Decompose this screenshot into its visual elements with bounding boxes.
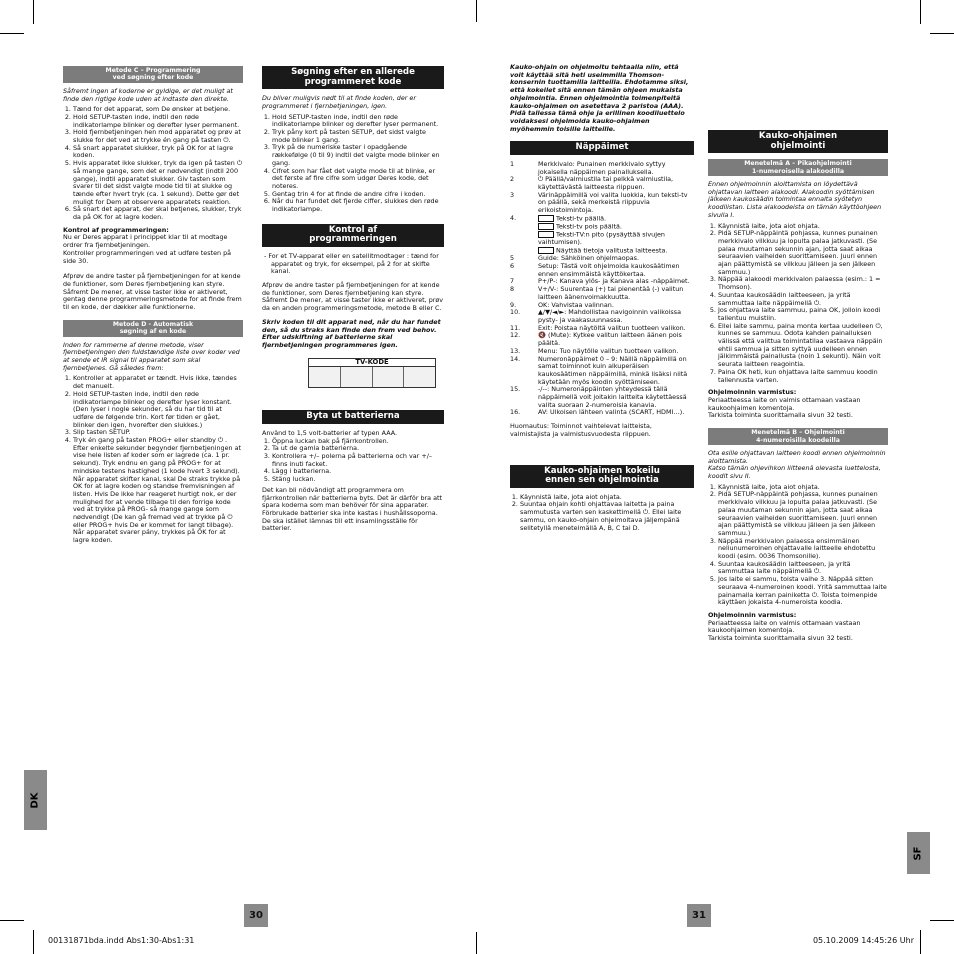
control-text: Nu er Deres apparat i princippet klar til at modtage ordrer fra fjernbetjeningen. Kontroller programmeringen ved at udføre testen på side 30. xyxy=(63,233,232,265)
list-item: 3. Tryk på de numeriske taster i opadgående rækkefølge (0 til 9) indtil det valgte mode blinker en gang. xyxy=(272,144,444,167)
list-item: 6. Ellei laite sammu, paina monta kertaa uudelleen ⏻, kunnes se sammuu. Odota kahden painalluksen välissä että valittua toimintatilaa vastaava näppäin ehtii sammua ja sitten syttyä uudelleen ennen jälkimmäistä painallusta (noin 1 sekunti). Näin voit seurata laitteen reagointia. xyxy=(718,323,888,369)
check-text: Periaatteessa laite on valmis ottamaan vastaan kaukoohjaimen komentoja. Tarkista toiminta suorittamalla sivun 32 testi. xyxy=(708,395,861,420)
battery-steps xyxy=(262,438,444,484)
key-desc: Teksti-tv päällä. xyxy=(556,214,607,223)
code-digit-cell[interactable] xyxy=(373,367,405,387)
key-row xyxy=(510,356,694,387)
section-header-programming: Kauko-ohjaimen ohjelmointi xyxy=(708,130,888,153)
method-a-steps xyxy=(708,223,888,385)
key-number: 5 xyxy=(510,254,515,263)
section-header-test: Kauko-ohjaimen kokeilu ennen sen ohjelmointia xyxy=(510,465,694,488)
list-item: 5. Gentag trin 4 for at finde de andre cifre i koden. xyxy=(272,191,444,199)
intro-text: Kauko-ohjain on ohjelmoitu tehtaalla niin, että voit käyttää sitä heti useimmilla Thomson-konsernin tuottamilla laitteilla. Ehdotamme siksi, että kokeilet sitä ennen tämän ohjeen mukaista ohjelmointia. Ennen ohjelmointia toimenpiteitä kauko-ohjaimen on asetettava 2 paristoa (AAA). Pidä tallessa tämä ohje ja erillinen koodiluettelo voidaksesi ohjelmoida kauko-ohjaimen myöhemmin toisille laitteille. xyxy=(510,63,689,133)
list-item: 2. Tryk påny kort på tasten SETUP, det sidst valgte mode blinker 1 gang. xyxy=(272,129,444,144)
list-item: 6. Når du har fundet det fjerde ciffer, slukkes den røde indikatorlampe. xyxy=(272,198,444,213)
section-header-method-c: Metode C – Programmering ved søgning efter kode xyxy=(63,66,243,83)
key-desc: Näyttää tietoja valitusta laitteesta. xyxy=(556,246,668,255)
intro-text: Du bliver muligvis nødt til at finde koden, der er programmeret i fjernbetjeningen, igen. xyxy=(262,94,416,110)
key-row xyxy=(510,332,694,347)
key-number: 12. xyxy=(510,331,521,340)
list-item: - For et TV-apparat eller en satellitmodtager : tænd for apparatet og tryk, for eksempel, på 2 for at skifte kanal. xyxy=(271,253,444,276)
list-item: 2. Suuntaa ohjain kohti ohjattavaa laitetta ja paina sammutusta varten sen kaskettimellä ⏻. Ellei laite sammu, on kauko-ohjain ohjelmoitava jäljempänä selitetyllä menetelmällä A, B, C tai D. xyxy=(520,501,694,532)
key-desc: OK: Vahvistaa valinnan. xyxy=(538,300,614,309)
section-header-keys: Näppäimet xyxy=(510,141,694,155)
key-number xyxy=(510,247,538,255)
key-desc: Menu: Tuo näytölle valitun tuotteen valikon. xyxy=(538,346,679,355)
list-item: 4. Suuntaa kaukosäädin laitteeseen, ja yritä sammuttaa laite näppäimellä ⏻. xyxy=(718,561,888,576)
key-list xyxy=(510,161,694,417)
key-desc: Merkkivalo: Punainen merkkivalo syttyy jokaisella näppäimen painalluksella. xyxy=(538,159,666,176)
list-item: 3. Näppää merkkivalon palaessa ensimmäinen neliunumeroinen ohjattavalle laitteelle ehdotettu koodi (esim. 0036 Thomsonille). xyxy=(718,538,888,561)
column-1 xyxy=(63,66,243,548)
list-item: 4. Suuntaa kaukosäädin laitteeseen, ja yritä sammuttaa laite näppäimellä ⏻. xyxy=(718,292,888,307)
intro-text-2: Inden for rammerne af denne metode, viser fjernbetjeningen den fuldstændige liste over koder ved at sende et IR signal til apparatet som skal fjernbetjenes. Gå således frem: xyxy=(63,340,240,372)
key-row xyxy=(510,161,694,176)
key-number: 14. xyxy=(510,354,521,363)
center-mark xyxy=(476,0,477,22)
list-item: 3. Hold fjernbetjeningen hen mod apparatet og prøv at slukke for det ved at trykke én gang på tasten ⏻. xyxy=(73,129,243,144)
section-header-control: Kontrol af programmeringen xyxy=(262,224,444,247)
key-desc: ▲/▼/◄/►: Mahdollistaa navigoinnin valikoissa pysty- ja vaakasuunnassa. xyxy=(538,308,681,324)
section-header-search-code: Søgning efter en allerede programmeret kode xyxy=(262,66,444,89)
list-item: 3. Slip tasten SETUP. xyxy=(73,429,243,437)
key-desc: Exit: Poistaa näytöltä valitun tuotteen valikon. xyxy=(538,323,686,332)
list-item: 2. Pidä SETUP-näppäintä pohjassa, kunnes punainen merkkivalo vilkkuu ja lopulta palaa jatkuvasti. (Se palaa muutaman sekunnin ajan, jotta saat aikaa seuraavien vaiheiden suorittamiseen. Juuri ennen ajan päättymistä se vilkkuu jälleen ja sen jälkeen sammuu.) xyxy=(718,491,888,537)
list-item: 4. Cifret som har fået det valgte mode til at blinke, er det første af fire cifre som udgør Deres kode, det noteres. xyxy=(272,168,444,191)
page-number-right: 31 xyxy=(687,904,711,927)
key-row xyxy=(510,286,694,301)
check-title: Ohjelmoinnin varmistus: xyxy=(708,388,797,397)
language-tab-dk: DK xyxy=(24,770,47,830)
key-number xyxy=(510,231,538,247)
section-header-method-a: Menetelmä A – Pikaohjelmointi 1-numeroisella alakoodilla xyxy=(708,159,888,176)
list-item: 2. Hold SETUP-tasten inde, indtil den røde indikatorlampe blinker og derefter lyser konstant. (Den lyser i nogle sekunder, så du har tid til at udføre de følgende trin. Kort før tiden er gået, blinker den igen, hvorefter den slukkes.) xyxy=(73,391,243,430)
teletext-on-icon xyxy=(538,215,554,222)
list-item: 2. Hold SETUP-tasten inde, indtil den røde indikatorlampe blinker og derefter lyser permanent. xyxy=(73,114,243,129)
crop-mark xyxy=(920,0,921,24)
code-digit-cell[interactable] xyxy=(341,367,373,387)
tv-code-label: TV-KODE xyxy=(309,359,435,368)
list-item: 7. Paina OK heti, kun ohjattava laite sammuu koodin tallennusta varten. xyxy=(718,369,888,384)
control-text: Afprøv de andre taster på fjernbetjeningen for at kende de funktioner, som Deres fjernbetjening kan styre. Såfremt De mener, at visse taster ikke er aktiveret, prøv da en anden programmeringsmetode, metode B eller C. xyxy=(262,281,444,313)
list-item: 1. Kontroller at apparatet er tændt. Hvis ikke, tændes det manuelt. xyxy=(73,375,243,390)
list-item: 1. Käynnistä laite, jota aiot ohjata. xyxy=(520,494,694,502)
list-item: 1. Käynnistä laite, jota aiot ohjata. xyxy=(718,223,888,231)
intro-text: Ennen ohjelmoinnin aloittamista on löydettävä ohjattavan laitteen alakoodi. Alakoodin syöttämisen jälkeen kaukosäädin toimintaa ennalta syötetyn koodilistan. Lista alakoodeista on tämän käyttöohjeen sivulla I. xyxy=(708,180,882,219)
key-number: 1 xyxy=(510,159,515,168)
intro-text-2: Ota esille ohjattavan laitteen koodi ennen ohjelmoinnin aloittamista. Katso tämän ohjevihkon liitteenä olevasta luettelosta, koodit sivu II. xyxy=(708,448,886,481)
check-title: Ohjelmoinnin varmistus: xyxy=(708,610,797,619)
list-item: 3. Näppää alakoodi merkkivalon palaessa (esim.: 1 = Thomson). xyxy=(718,276,888,291)
key-desc: V+/V-: Suurentaa (+) tai pienentää (-) valitun laitteen äänenvoimakkuutta. xyxy=(538,285,684,301)
key-row xyxy=(510,176,694,191)
list-item: 5. Jos laite ei sammu, toista vaihe 3. Näppää sitten seuraava 4-numeroinen koodi. Yritä sammuttaa laite painamalla kerran painiketta ⏻. Toista toimenpide käyttäen jokaista 4-numeroista koodia. xyxy=(718,576,888,607)
key-desc: AV: Ulkoisen lähteen valinta (SCART, HDMI…). xyxy=(538,408,685,417)
key-number: 4. xyxy=(510,213,517,222)
list-item: 5. Jos ohjattava laite sammuu, paina OK, jolloin koodi tallentuu muistiin. xyxy=(718,307,888,322)
footer-timestamp: 05.10.2009 14:45:26 Uhr xyxy=(812,936,914,945)
tv-code-cells xyxy=(309,367,435,387)
section-header-method-d: Metode D - Automatisk søgning af en kode xyxy=(63,320,243,337)
column-2 xyxy=(262,66,444,536)
key-number: 7 xyxy=(510,277,515,286)
list-item: 5. Stäng luckan. xyxy=(272,476,444,484)
key-desc: P+/P-: Kanava ylös- ja Kanava alas -näppäimet. xyxy=(538,277,690,286)
teletext-off-icon xyxy=(538,223,554,230)
key-number: 2 xyxy=(510,175,515,184)
crop-mark xyxy=(930,33,954,34)
list-item: 1. Käynnistä laite, jota aiot ohjata. xyxy=(718,484,888,492)
crop-mark xyxy=(920,930,921,954)
column-3 xyxy=(510,64,694,535)
search-steps xyxy=(262,114,444,214)
control-title: Kontrol af programmeringen: xyxy=(63,225,169,234)
key-number: 11. xyxy=(510,323,521,332)
key-desc: Teksti-tv pois päältä. xyxy=(556,222,622,231)
key-desc: Teksti-TV:n pito (pysäyttää sivujen vaihtumisen). xyxy=(538,230,665,247)
list-item: 5. Hvis apparatet ikke slukker, tryk da igen på tasten ⏻ så mange gange, som det er nødvendigt (indtil 200 gange), indtil apparatet slukker. Giv tasten som svarer til det sidst valgte mode tid til at slukke og tænde efter hvert tryk (ca. 1 sekund). Dette gør det muligt for Dem at observere apparatets reaktion. xyxy=(73,160,243,206)
method-c-steps xyxy=(63,106,243,222)
key-desc: Setup: Tästä voit ohjelmoida kaukosäätimen ennen ensimmäistä käyttökertaa. xyxy=(538,262,680,278)
code-digit-cell[interactable] xyxy=(404,367,435,387)
section-header-batteries: Byta ut batterierna xyxy=(262,410,444,424)
list-item: 1. Tænd for det apparat, som De ønsker at betjene. xyxy=(73,106,243,114)
list-item: 4. Lägg i batterierna. xyxy=(272,468,444,476)
list-item: 1. Öppna luckan bak på fjärrkontrollen. xyxy=(272,438,444,446)
key-number: 13. xyxy=(510,346,521,355)
list-item: 6. Så snart det apparat, der skal betjenes, slukker, tryk da på OK for at lagre koden. xyxy=(73,206,243,221)
method-d-steps xyxy=(63,375,243,544)
note-text: Huomautus: Toiminnot vaihtelevat laitteista, valmistajista ja valmistusvuodesta riippuen. xyxy=(510,422,652,438)
teletext-hold-icon xyxy=(538,231,554,238)
list-item: 2. Ta ut de gamla batterierna. xyxy=(272,445,444,453)
key-row xyxy=(510,263,694,278)
key-number: 6 xyxy=(510,262,515,271)
list-item: 1. Hold SETUP-tasten inde, indtil den røde indikatorlampe blinker og derefter lyser permanent. xyxy=(272,114,444,129)
page-number-left: 30 xyxy=(244,904,268,927)
key-number xyxy=(510,223,538,231)
key-number: 3 xyxy=(510,190,515,199)
column-4 xyxy=(708,130,888,646)
key-row xyxy=(510,409,694,417)
warning-text: Skriv koden til dit apparat ned, når du har fundet den, så du straks kan finde den frem ved behov. Efter udskiftning af batterierne skal fjernbetjeningen programmeres igen. xyxy=(262,317,441,349)
check-text: Periaatteessa laite on valmis ottamaan vastaan kaukoohjaimen komentoja. Tarkista toiminta suorittamalla sivun 32 testi. xyxy=(708,618,861,643)
info-icon xyxy=(538,247,554,254)
tv-code-box[interactable] xyxy=(308,358,436,389)
key-number: 16. xyxy=(510,408,521,417)
key-desc: ⏻ Päällä/valmiustila tai pelkkä valmiustila, käytettävästä laitteesta riippuen. xyxy=(538,175,674,192)
key-row xyxy=(510,386,694,409)
test-steps xyxy=(510,494,694,533)
control-list xyxy=(262,253,444,276)
intro-text: Såfremt ingen af koderne er gyldige, er det muligt at finde den rigtige kode uden at indtaste den direkte. xyxy=(63,86,233,103)
key-desc: Numeronäppäimet 0 – 9: Näillä näppäimillä on samat toiminnot kuin alkuperäisen kaukosäätimen näppäimillä, minkä lisäksi niitä käytetään myös koodin syöttämiseen. xyxy=(538,354,688,386)
crop-mark xyxy=(930,920,954,921)
key-desc: Guide: Sähköinen ohjelmaopas. xyxy=(538,254,640,263)
key-row xyxy=(510,192,694,215)
key-desc: 🔇 (Mute): Kytkee valitun laitteen äänen pois päältä. xyxy=(538,331,682,348)
key-row xyxy=(510,231,694,247)
center-mark xyxy=(476,932,477,954)
section-header-method-b: Menetelmä B – Ohjelmointi 4-numeroisilla koodeilla xyxy=(708,428,888,445)
list-item: 4. Tryk én gang på tasten PROG+ eller standby ⏻ . Efter enkelte sekunder begynder fjernbetjeningen at vise hele listen af koder som er lagrede (ca. 1 pr. sekund). Tryk endnu en gang på PROG+ for at mindske testens hastighed (1 kode hvert 3 sekund). Når apparatet skifter kanal, skal De straks trykke på OK for at lagre koden og standse fremvisningen af listen. Hvis De ikke har reageret hurtigt nok, er der mulighed for at vende tilbage til den forrige kode ved at trykke på PROG- så mange gange som nødvendigt (De kan gå fremad ved at trykke på ⏻ eller PROG+ hvis De er kommet for langt tilbage). Når apparatet svarer pány, trykkes på OK for at lagre koden. xyxy=(73,437,243,545)
footer-file-info: 00131871bda.indd Abs1:30-Abs1:31 xyxy=(48,936,195,945)
crop-mark xyxy=(0,33,24,34)
key-number: 15. xyxy=(510,385,521,394)
list-item: 3. Kontrollera +/– polerna på batterierna och var +/– finns inuti facket. xyxy=(272,453,444,468)
code-digit-cell[interactable] xyxy=(309,367,341,387)
key-number: 10. xyxy=(510,308,521,317)
key-row xyxy=(510,309,694,324)
crop-mark xyxy=(33,0,34,24)
language-tab-sf: SF xyxy=(907,832,930,874)
key-number: 9. xyxy=(510,300,517,309)
list-item: 4. Så snart apparatet slukker, tryk på OK for at lagre koden. xyxy=(73,145,243,160)
key-number: 8 xyxy=(510,285,515,294)
key-desc: -/--: Numeronäppäinten yhteydessä tällä näppäimellä voit joitakin laitteita käytettäessä valita suoraan 2-numeroisia kanavia. xyxy=(538,385,687,409)
list-item: 2. Pidä SETUP-näppäintä pohjassa, kunnes punainen merkkivalo vilkkuu ja lopulta palaa jatkuvasti. (Se palaa muutaman sekunnin ajan, jotta saat aikaa seuraavien vaiheiden suorittamiseen. Juuri ennen ajan päättymistä se vilkkuu jälleen ja sen jälkeen sammuu.) xyxy=(718,230,888,276)
control-text-2: Afprøv de andre taster på fjernbetjeningen for at kende de funktioner, som Deres fjernbetjening kan styre. Såfremt De mener, at visse taster ikke er aktiveret, gentag denne programmeringsmetode for at finde frem til en kode, der dækker alle funktionerne. xyxy=(63,272,242,312)
crop-mark xyxy=(33,930,34,954)
method-b-steps xyxy=(708,484,888,607)
key-desc: Värinäppäimillä voi valita luokkia, kun teksti-tv on päällä, sekä merkeistä riippuvia erikoistoimintoja. xyxy=(538,190,688,215)
crop-mark xyxy=(0,920,24,921)
battery-intro: Använd to 1,5 volt-batterier af typen AAA. xyxy=(262,428,398,437)
battery-text: Det kan bli nödvändigt att programmera om fjärrkontrollen när batterierna byts. Det är därför bra att spara koderna som man behöver för sina apparater. Förbrukade batterier ska inte kastas i hushållssoporna. De ska istället lämnas till ett insamlingsställe för batterier. xyxy=(262,485,443,533)
